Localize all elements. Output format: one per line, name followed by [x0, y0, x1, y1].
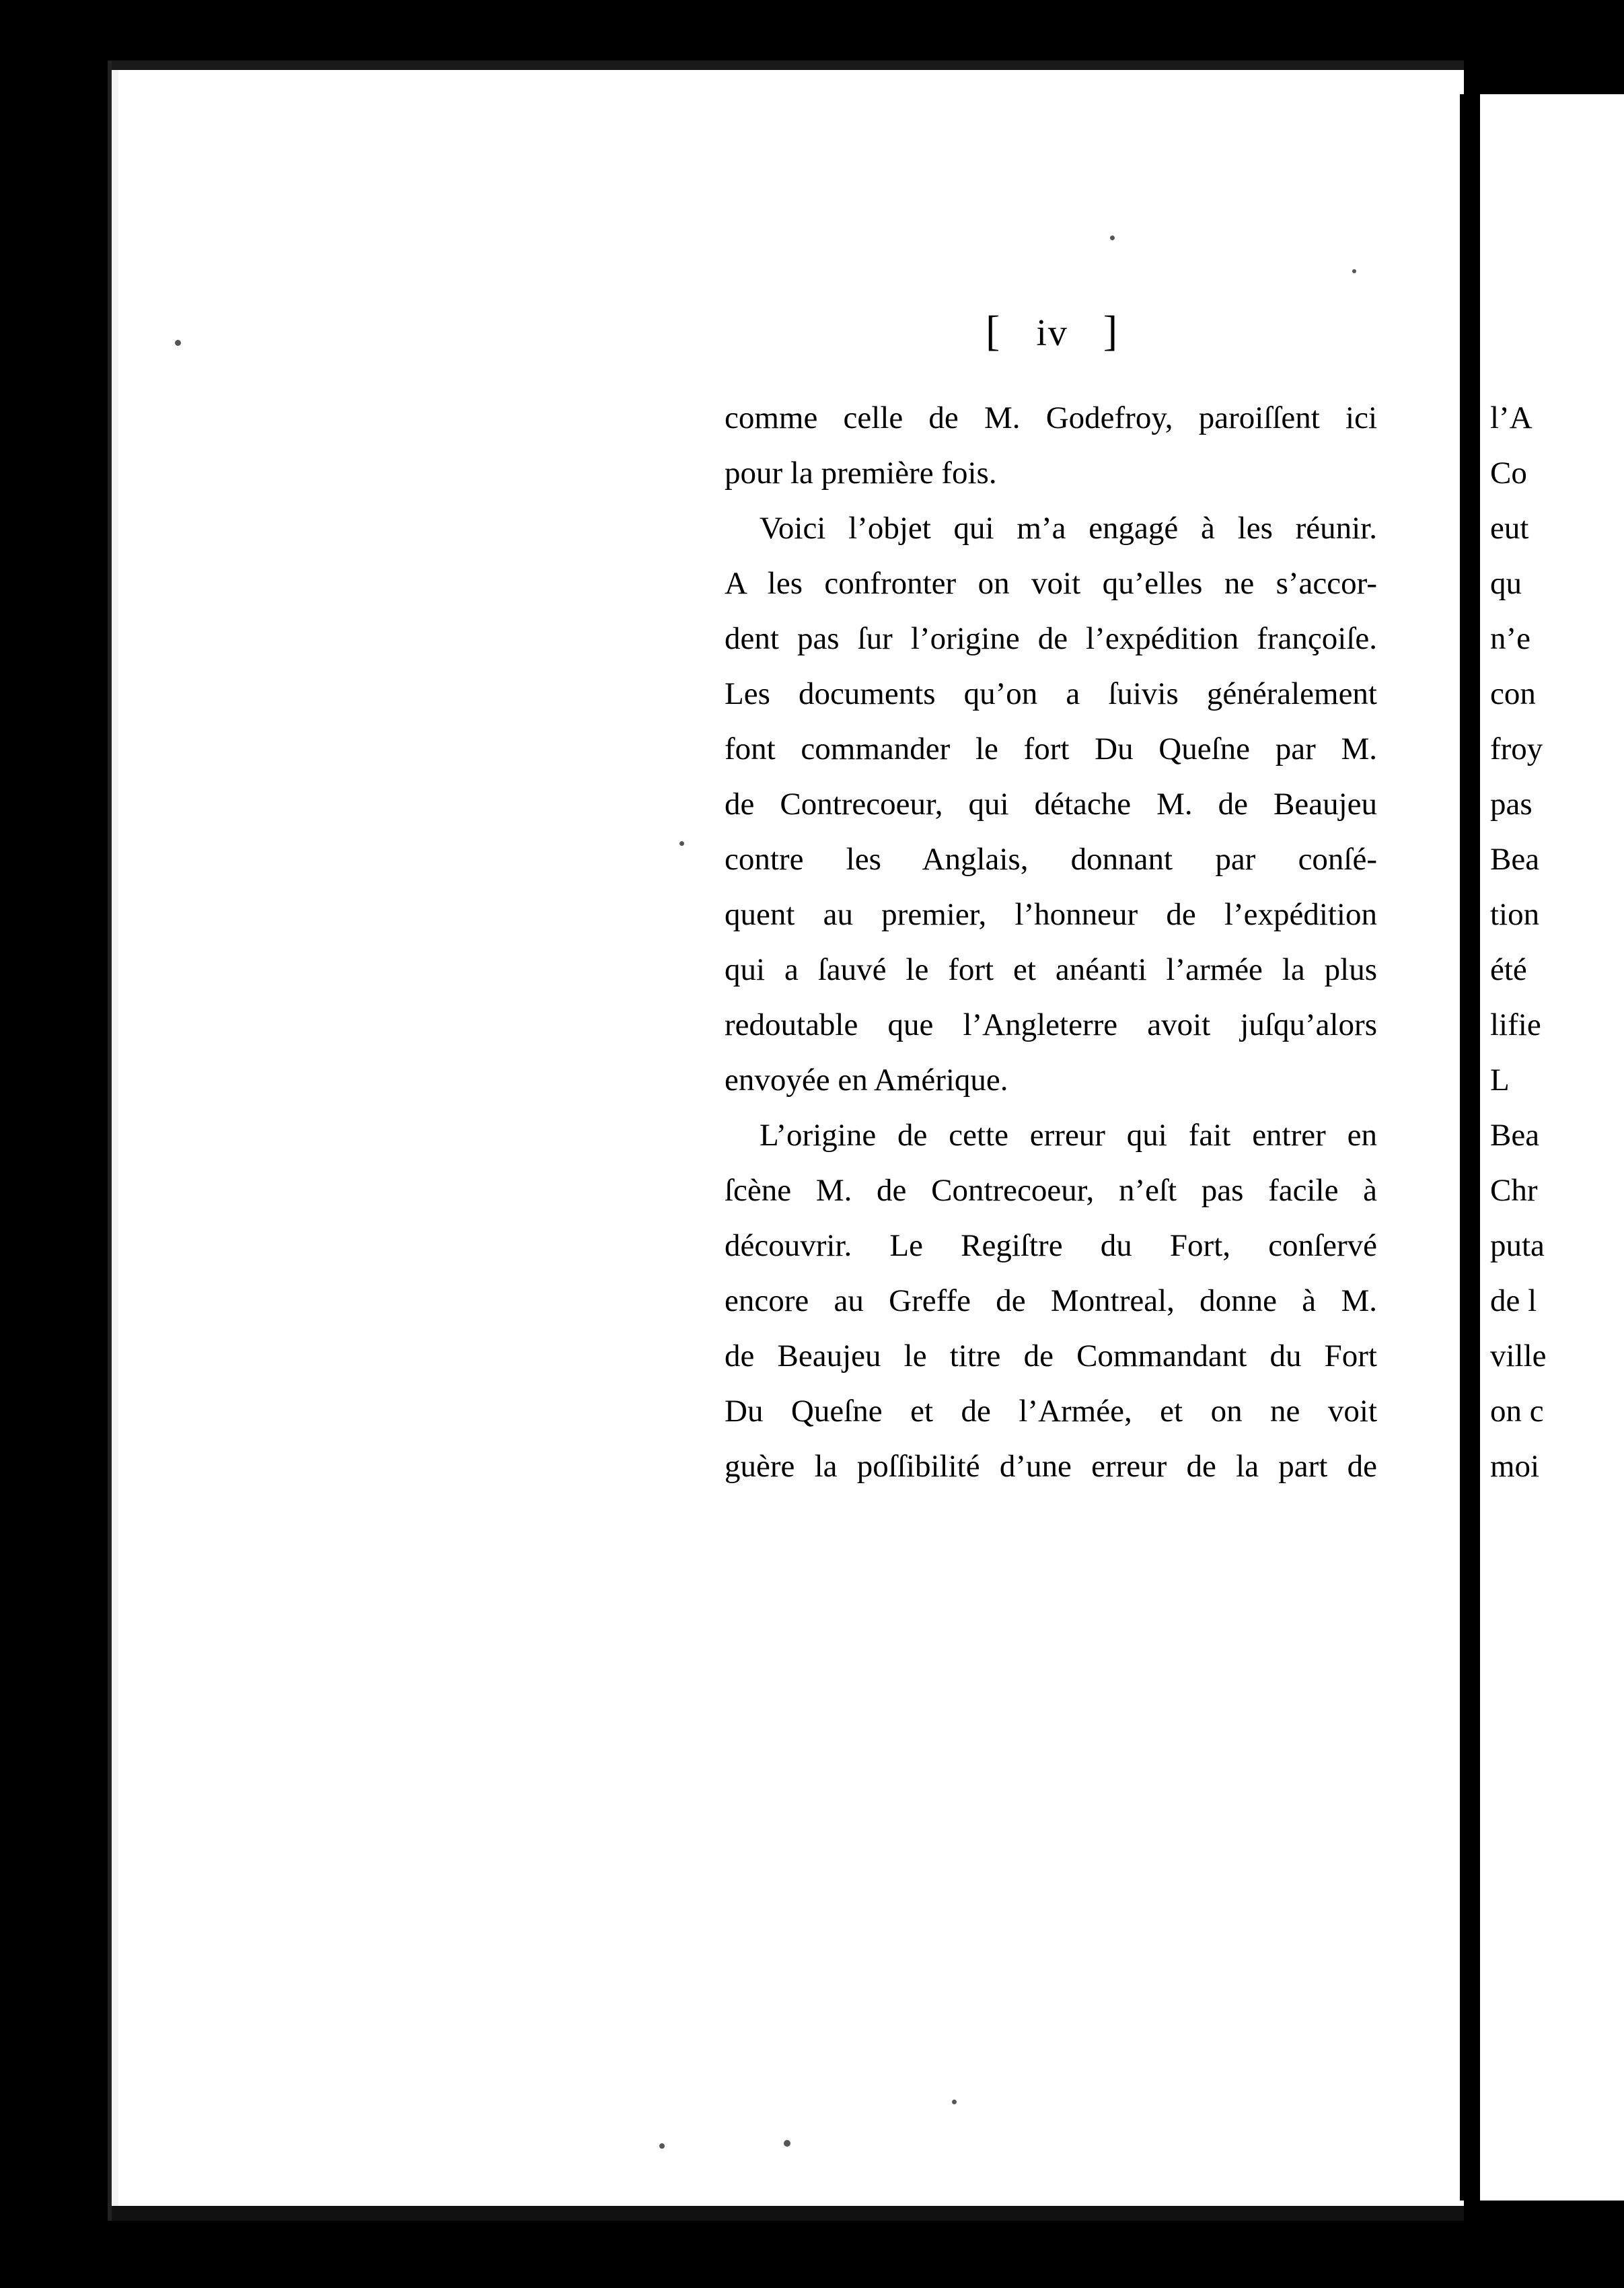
running-head	[986, 306, 1119, 356]
text-line: A les confronter on voit qu’elles ne s’accor-	[725, 566, 1377, 601]
bracket-close: ]	[1103, 307, 1119, 355]
text-line: contre les Anglais, donnant par conſé-	[725, 842, 1377, 877]
fragment-line: con	[1490, 676, 1536, 711]
fragment-line: l’A	[1490, 400, 1533, 435]
scan-speck	[952, 2100, 957, 2104]
page-number: iv	[1036, 312, 1068, 354]
scan-speck	[784, 2140, 790, 2147]
text-line: L’origine de cette erreur qui fait entrer en	[760, 1118, 1377, 1153]
scan-speck	[1110, 236, 1115, 240]
fragment-line: puta	[1490, 1228, 1545, 1263]
text-line: qui a ſauvé le fort et anéanti l’armée la plus	[725, 952, 1377, 987]
text-line: font commander le fort Du Queſne par M.	[725, 731, 1377, 766]
text-line: envoyée en Amérique.	[725, 1063, 1008, 1098]
text-line: pour la première fois.	[725, 456, 997, 491]
fragment-line: ville	[1490, 1338, 1547, 1373]
scan-speck	[659, 2143, 665, 2149]
fragment-line: Chr	[1490, 1173, 1538, 1208]
text-line: Du Queſne et de l’Armée, et on ne voit	[725, 1394, 1377, 1429]
fragment-line: tion	[1490, 897, 1540, 932]
body-text	[725, 390, 1377, 1494]
scan-speck	[1352, 269, 1356, 273]
facing-page-text	[1490, 390, 1624, 1494]
text-line: découvrir. Le Regiſtre du Fort, conſervé	[725, 1228, 1377, 1263]
text-line: dent pas ſur l’origine de l’expédition françoiſe.	[725, 621, 1377, 656]
fragment-line: Bea	[1490, 1118, 1540, 1153]
fragment-line: on c	[1490, 1394, 1544, 1429]
fragment-line: été	[1490, 952, 1527, 987]
scan-speck	[679, 841, 684, 846]
bracket-open: [	[986, 307, 1002, 355]
fragment-line: Co	[1490, 456, 1527, 491]
fragment-line: L	[1490, 1063, 1510, 1098]
fragment-line: froy	[1490, 731, 1543, 766]
text-line: de Beaujeu le titre de Commandant du Fort	[725, 1338, 1377, 1373]
fragment-line: de l	[1490, 1283, 1537, 1318]
text-line: encore au Greffe de Montreal, donne à M.	[725, 1283, 1377, 1318]
text-line: guère la poſſibilité d’une erreur de la part de	[725, 1449, 1377, 1484]
fragment-line: Bea	[1490, 842, 1540, 877]
text-line: comme celle de M. Godefroy, paroiſſent ici	[725, 400, 1377, 435]
text-line: quent au premier, l’honneur de l’expédition	[725, 897, 1377, 932]
fragment-line: moi	[1490, 1449, 1540, 1484]
text-line: redoutable que l’Angleterre avoit juſqu’alors	[725, 1007, 1377, 1042]
fragment-line: n’e	[1490, 621, 1531, 656]
fragment-line: eut	[1490, 511, 1529, 546]
text-line: Voici l’objet qui m’a engagé à les réunir.	[760, 511, 1377, 546]
fragment-line: qu	[1490, 566, 1522, 601]
scan-speck	[175, 340, 181, 346]
fragment-line: pas	[1490, 787, 1533, 822]
fragment-line: lifie	[1490, 1007, 1541, 1042]
text-line: de Contrecoeur, qui détache M. de Beaujeu	[725, 787, 1377, 822]
text-line: Les documents qu’on a ſuivis généralement	[725, 676, 1377, 711]
book-gutter	[1460, 94, 1480, 2201]
text-line: ſcène M. de Contrecoeur, n’eſt pas facile à	[725, 1173, 1377, 1208]
